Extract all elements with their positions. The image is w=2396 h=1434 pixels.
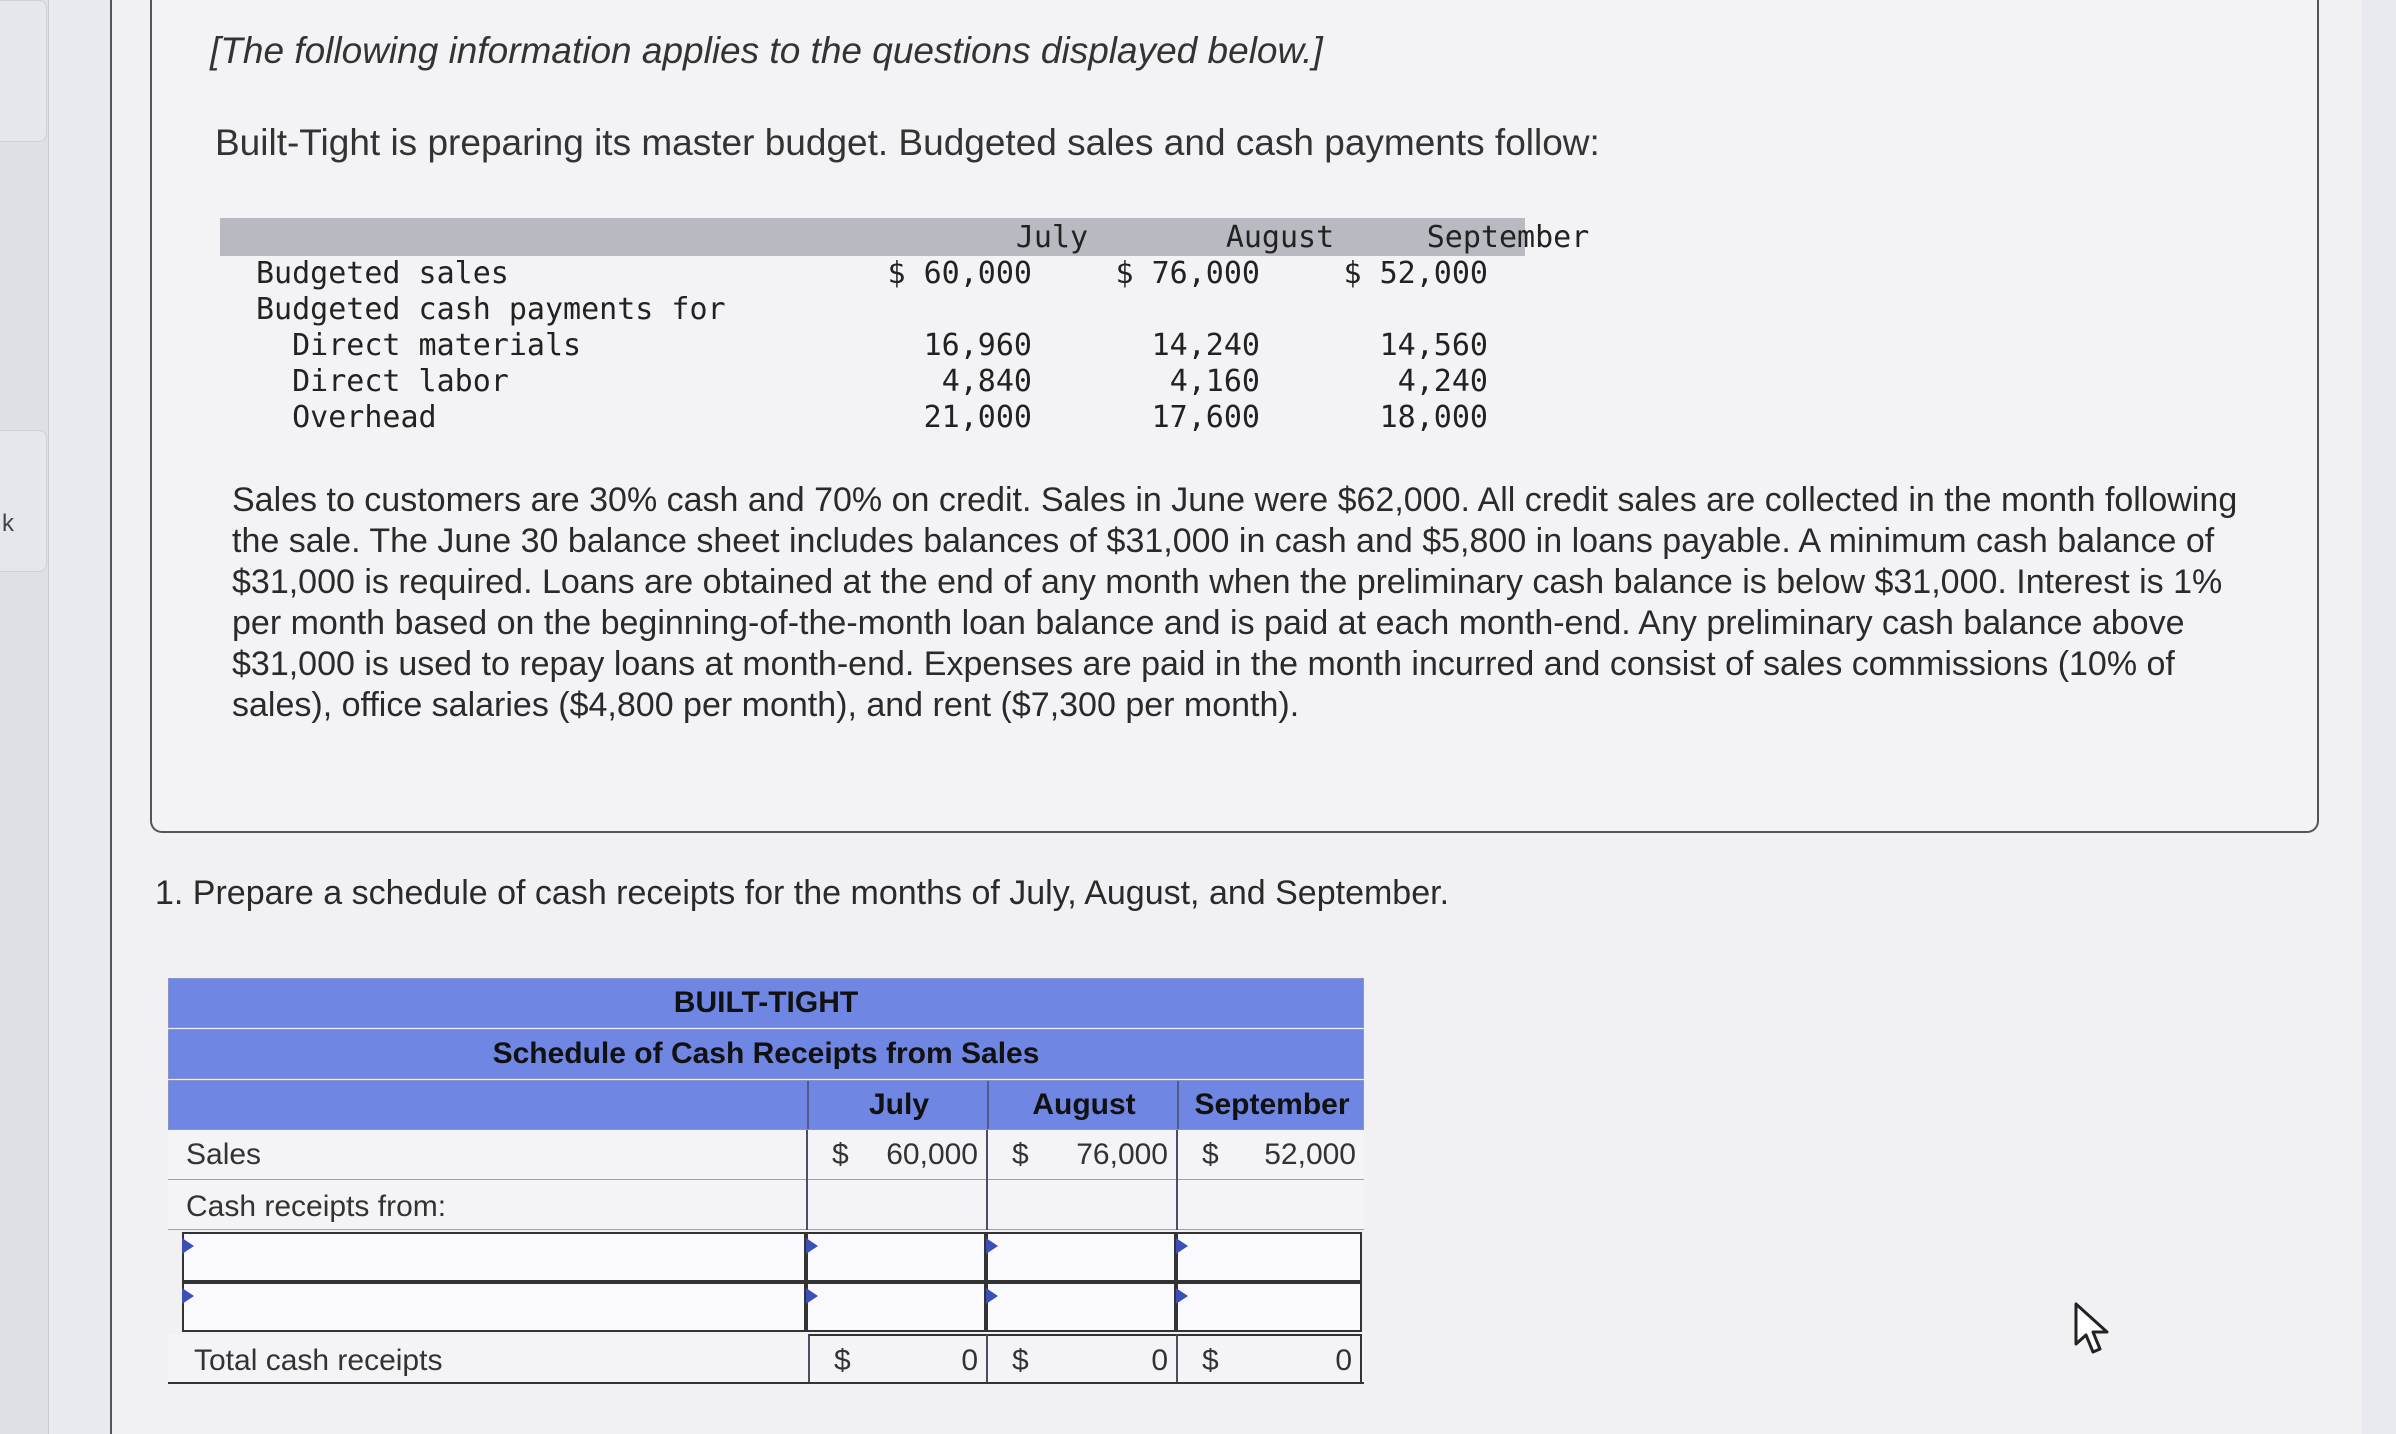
schedule-header-september: September xyxy=(1177,1081,1365,1129)
currency-symbol: $ xyxy=(1012,1138,1029,1171)
input-marker-icon xyxy=(1176,1238,1188,1254)
input-marker-icon xyxy=(182,1288,194,1304)
sales-value: 60,000 xyxy=(886,1138,978,1171)
budget-header-september: September xyxy=(1426,220,1590,255)
input-marker-icon xyxy=(986,1238,998,1254)
schedule-row-receipts-heading xyxy=(168,1180,1364,1230)
budget-cell: $ 76,000 xyxy=(1115,256,1260,291)
schedule-total-label: Total cash receipts xyxy=(194,1344,443,1377)
schedule-row-total xyxy=(168,1334,1364,1384)
sidebar-tab[interactable] xyxy=(0,0,47,142)
schedule-sales-august xyxy=(986,1130,1176,1180)
mouse-pointer-icon xyxy=(2070,1300,2114,1361)
receipt-august-input-2[interactable] xyxy=(986,1282,1176,1332)
schedule-header-july: July xyxy=(807,1081,989,1129)
schedule-sales-label: Sales xyxy=(186,1138,262,1171)
schedule-empty-cell xyxy=(986,1180,1176,1230)
sales-value: 76,000 xyxy=(1076,1138,1168,1171)
currency-symbol: $ xyxy=(834,1344,851,1377)
receipt-source-input-1[interactable] xyxy=(182,1232,806,1282)
budget-cell: $ 52,000 xyxy=(1343,256,1488,291)
input-marker-icon xyxy=(182,1238,194,1254)
budget-row-sales xyxy=(220,256,1525,292)
input-marker-icon xyxy=(1176,1288,1188,1304)
budget-cell: $ 60,000 xyxy=(887,256,1032,291)
schedule-total-august xyxy=(986,1334,1176,1382)
budget-row-label: Overhead xyxy=(256,400,437,435)
budget-cell: 14,240 xyxy=(1151,328,1260,363)
budget-row-overhead xyxy=(220,400,1525,436)
input-marker-icon xyxy=(806,1288,818,1304)
total-value: 0 xyxy=(961,1344,978,1377)
input-marker-icon xyxy=(986,1288,998,1304)
budget-row-label: Direct labor xyxy=(256,364,509,399)
currency-symbol: $ xyxy=(1202,1138,1219,1171)
budget-cell: 4,240 xyxy=(1397,364,1488,399)
schedule-total-july xyxy=(808,1334,986,1382)
schedule-total-september xyxy=(1176,1334,1362,1382)
budget-row-direct-materials xyxy=(220,328,1525,364)
budget-row-direct-labor xyxy=(220,364,1525,400)
currency-symbol: $ xyxy=(1012,1344,1029,1377)
budget-header-august: August xyxy=(1225,220,1335,255)
intro-text: [The following information applies to the questions displayed below.] xyxy=(210,30,1323,71)
total-value: 0 xyxy=(1151,1344,1168,1377)
budget-row-label: Direct materials xyxy=(256,328,582,363)
receipt-july-input-1[interactable] xyxy=(806,1232,986,1282)
schedule-sales-july xyxy=(806,1130,986,1180)
schedule-sales-september xyxy=(1176,1130,1364,1180)
budget-row-label: Budgeted sales xyxy=(256,256,509,291)
schedule-header-august: August xyxy=(987,1081,1179,1129)
currency-symbol: $ xyxy=(832,1138,849,1171)
assumptions-paragraph: Sales to customers are 30% cash and 70% on credit. Sales in June were $62,000. All credit sales are collected in the month following the sale. The June 30 balance sheet includes balances of $31,000 in cash and $5,800 in loans payable. A minimum cash balance of $31,000 is required. Loans are obtained at the end of any month when the preliminary cash balance is below $31,000. Interest is 1% per month based on the beginning-of-the-month loan balance and is paid at each month-end. Any preliminary cash balance above $31,000 is used to repay loans at month-end. Expenses are paid in the month incurred and consist of sales commissions (10% of sales), office salaries ($4,800 per month), and rent ($7,300 per month). xyxy=(232,481,2238,724)
budget-table-header xyxy=(220,218,1590,256)
schedule-receipts-label: Cash receipts from: xyxy=(186,1190,447,1223)
budget-cell: 17,600 xyxy=(1151,400,1260,435)
budget-header-july: July xyxy=(1015,220,1089,255)
receipt-september-input-1[interactable] xyxy=(1176,1232,1362,1282)
schedule-month-header xyxy=(168,1080,1364,1130)
budget-cell: 14,560 xyxy=(1379,328,1488,363)
schedule-empty-cell xyxy=(1176,1180,1364,1230)
receipt-july-input-2[interactable] xyxy=(806,1282,986,1332)
sales-value: 52,000 xyxy=(1264,1138,1356,1171)
budget-cell: 16,960 xyxy=(923,328,1032,363)
budget-cell: 4,840 xyxy=(941,364,1032,399)
receipt-source-input-2[interactable] xyxy=(182,1282,806,1332)
lead-text: Built-Tight is preparing its master budget. Budgeted sales and cash payments follow: xyxy=(215,122,1600,163)
schedule-row-sales xyxy=(168,1130,1364,1180)
left-sidebar xyxy=(0,0,49,1434)
sidebar-tab[interactable] xyxy=(0,430,47,572)
schedule-title: Schedule of Cash Receipts from Sales xyxy=(168,1029,1364,1079)
budget-cell: 21,000 xyxy=(923,400,1032,435)
schedule-empty-cell xyxy=(806,1180,986,1230)
question-text: 1. Prepare a schedule of cash receipts for the months of July, August, and September. xyxy=(155,874,1450,912)
receipt-august-input-1[interactable] xyxy=(986,1232,1176,1282)
budget-row-label: Budgeted cash payments for xyxy=(256,292,726,327)
receipt-september-input-2[interactable] xyxy=(1176,1282,1362,1332)
currency-symbol: $ xyxy=(1202,1344,1219,1377)
total-value: 0 xyxy=(1335,1344,1352,1377)
budget-row-payments-heading xyxy=(220,292,1525,328)
budget-cell: 4,160 xyxy=(1169,364,1260,399)
input-marker-icon xyxy=(806,1238,818,1254)
sidebar-letter: k xyxy=(2,510,14,537)
schedule-company: BUILT-TIGHT xyxy=(168,978,1364,1028)
budget-cell: 18,000 xyxy=(1379,400,1488,435)
